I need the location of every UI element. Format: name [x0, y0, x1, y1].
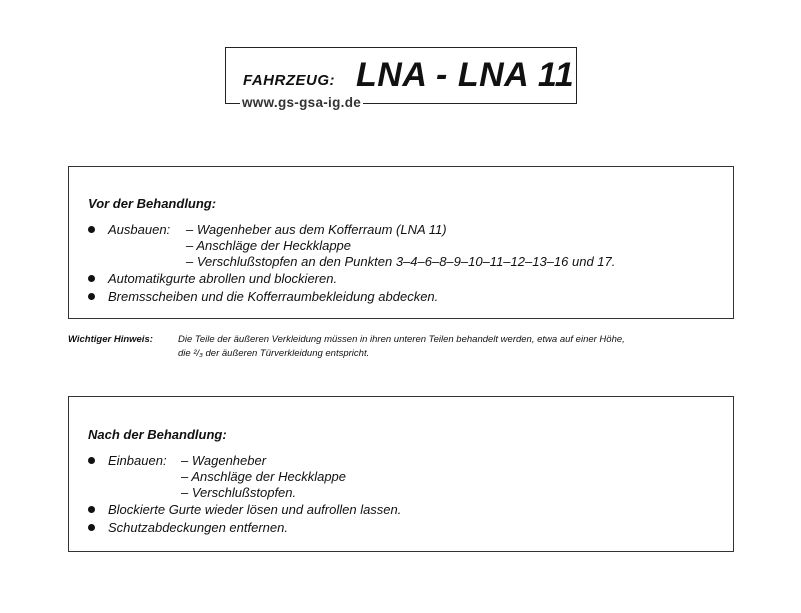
bullet-text: Automatikgurte abrollen und blockieren. [108, 271, 338, 286]
bullet-icon [88, 293, 95, 300]
install-item: – Anschläge der Heckklappe [181, 469, 347, 484]
remove-item: – Anschläge der Heckklappe [186, 238, 352, 253]
bullet-icon [88, 506, 95, 513]
remove-item: – Wagenheber aus dem Kofferraum (LNA 11) [186, 222, 447, 237]
bullet-text: Bremsscheiben und die Kofferraumbekleidung abdecken. [108, 289, 439, 304]
bullet-icon [88, 524, 95, 531]
bullet-icon [88, 226, 95, 233]
website-url: www.gs-gsa-ig.de [242, 95, 362, 110]
after-treatment-panel [68, 396, 734, 552]
bullet-text: Schutzabdeckungen entfernen. [108, 520, 288, 535]
after-treatment-title: Nach der Behandlung: [88, 427, 227, 442]
remove-item: – Verschlußstopfen an den Punkten 3–4–6–8–9–10–11–12–13–16 und 17. [186, 254, 616, 269]
bullet-icon [88, 275, 95, 282]
remove-label: Ausbauen: [108, 222, 171, 237]
install-label: Einbauen: [108, 453, 167, 468]
note-line: die ²/₃ der äußeren Türverkleidung entspricht. [178, 348, 370, 359]
vehicle-model: LNA - LNA 11 [356, 56, 575, 94]
bullet-text: Blockierte Gurte wieder lösen und aufrollen lassen. [108, 502, 402, 517]
bullet-icon [88, 457, 95, 464]
important-note-label: Wichtiger Hinweis: [68, 334, 153, 345]
before-treatment-panel [68, 166, 734, 319]
before-treatment-title: Vor der Behandlung: [88, 196, 217, 211]
note-line: Die Teile der äußeren Verkleidung müssen in ihren unteren Teilen behandelt werden, etwa auf einer Höhe, [178, 334, 625, 345]
install-item: – Verschlußstopfen. [181, 485, 297, 500]
vehicle-label: FAHRZEUG: [243, 72, 335, 89]
install-item: – Wagenheber [181, 453, 267, 468]
important-note-text [178, 333, 744, 361]
